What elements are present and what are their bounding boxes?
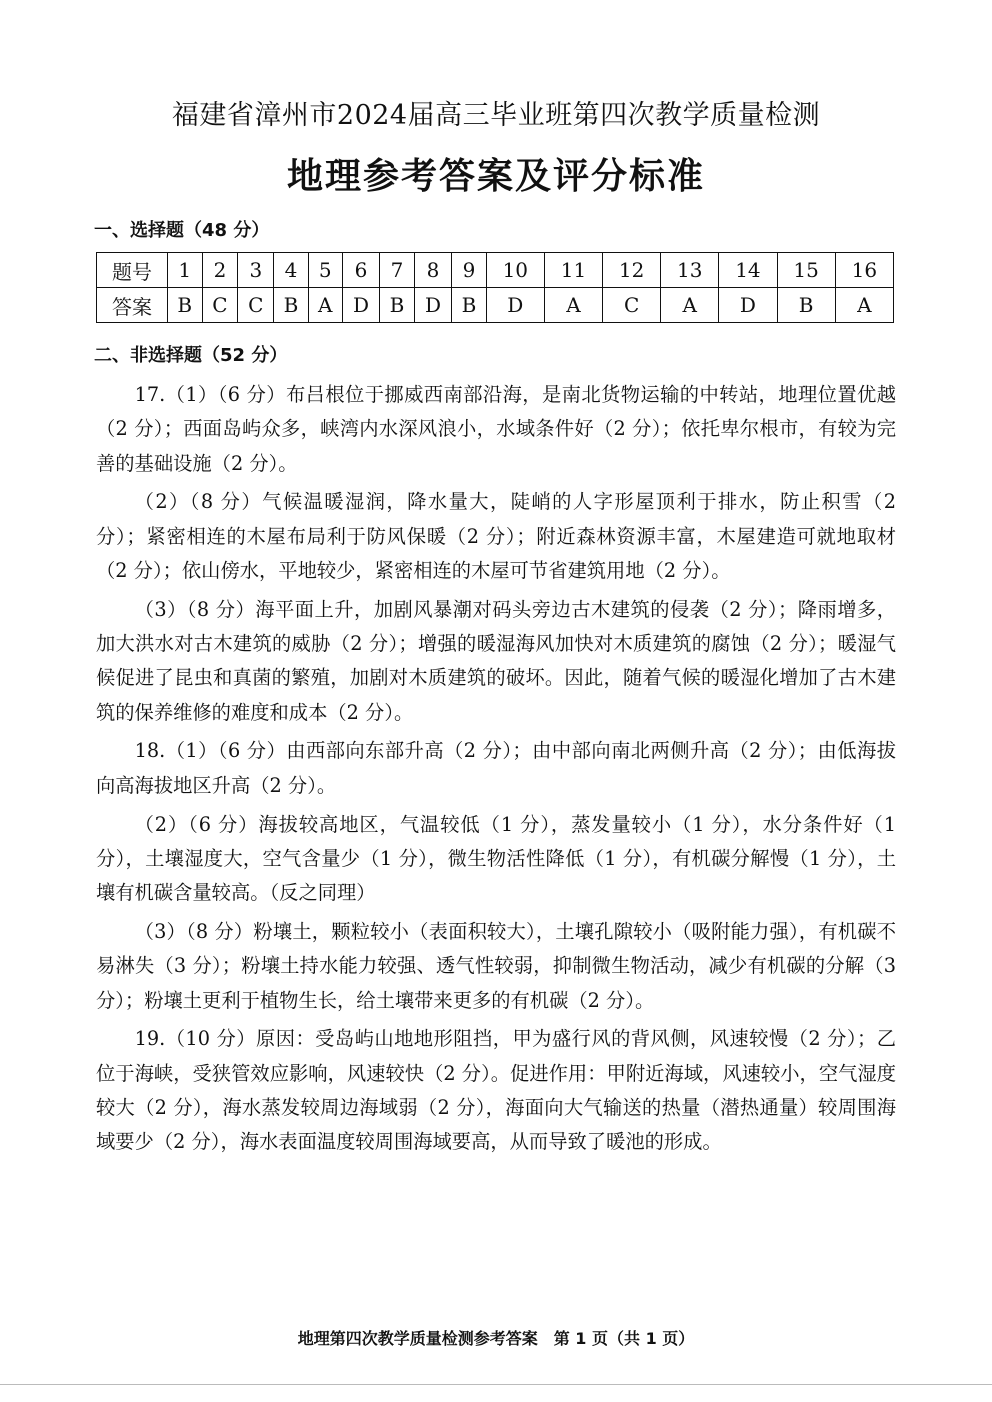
section-heading-non-multiple-choice: 二、非选择题（52 分） xyxy=(94,345,288,366)
bottom-divider xyxy=(0,1384,992,1385)
question-number-row xyxy=(97,253,894,288)
question-number-cell: 8 xyxy=(414,253,451,288)
answer-cell: B xyxy=(452,288,487,323)
page-footer: 地理第四次教学质量检测参考答案 第 1 页（共 1 页） xyxy=(297,1329,695,1348)
question-number-cell: 15 xyxy=(777,253,835,288)
answer-row xyxy=(97,288,894,323)
answer-paragraph: 18.（1）（6 分）由西部向东部升高（2 分）；由中部向南北两侧升高（2 分）；由低海拔向高海拔地区升高（2 分）。 xyxy=(96,739,896,797)
answer-cell: B xyxy=(168,288,203,323)
answer-cell: B xyxy=(274,288,309,323)
question-number-cell: 10 xyxy=(486,253,544,288)
question-number-cell: 2 xyxy=(202,253,238,288)
answer-cell: C xyxy=(603,288,661,323)
question-number-cell: 7 xyxy=(380,253,415,288)
row-label-answer: 答案 xyxy=(97,288,168,323)
answer-cell: B xyxy=(380,288,415,323)
answer-cell: D xyxy=(486,288,544,323)
document-title: 地理参考答案及评分标准 xyxy=(286,156,705,197)
answer-cell: A xyxy=(544,288,602,323)
answer-cell: D xyxy=(719,288,777,323)
answer-table xyxy=(96,252,894,323)
question-number-cell: 11 xyxy=(544,253,602,288)
answer-content xyxy=(96,378,896,1160)
answer-cell: C xyxy=(238,288,274,323)
question-number-cell: 6 xyxy=(342,253,379,288)
row-label-question-number: 题号 xyxy=(97,253,168,288)
section-heading-multiple-choice: 一、选择题（48 分） xyxy=(94,220,270,241)
answer-paragraph: 19.（10 分）原因：受岛屿山地地形阻挡，甲为盛行风的背风侧，风速较慢（2 分）；乙位于海峡，受狭管效应影响，风速较快（2 分）。促进作用：甲附近海域，风速较小，空气湿度较大（2 分），海水蒸发较周边海域弱（2 分），海面向大气输送的热量（潜热通量）较周围海域要少（2 分），海水表面温度较周围海域要高，从而导致了暖池的形成。 xyxy=(96,1027,896,1154)
answer-paragraph: 17.（1）（6 分）布吕根位于挪威西南部沿海，是南北货物运输的中转站，地理位置优越（2 分）；西面岛屿众多，峡湾内水深风浪小，水域条件好（2 分）；依托卑尔根市，有较为完善的基础设施（2 分）。 xyxy=(96,383,896,475)
question-number-cell: 4 xyxy=(274,253,309,288)
question-number-cell: 1 xyxy=(168,253,203,288)
exam-title: 福建省漳州市2024届高三毕业班第四次教学质量检测 xyxy=(171,100,821,131)
answer-cell: A xyxy=(835,288,893,323)
question-number-cell: 5 xyxy=(308,253,342,288)
answer-cell: D xyxy=(342,288,379,323)
answer-cell: D xyxy=(414,288,451,323)
answer-cell: A xyxy=(661,288,719,323)
answer-paragraph: （2）（8 分）气候温暖湿润，降水量大，陡峭的人字形屋顶利于排水，防止积雪（2 分）；紧密相连的木屋布局利于防风保暖（2 分）；附近森林资源丰富，木屋建造可就地取材（2 分）；依山傍水，平地较少，紧密相连的木屋可节省建筑用地（2 分）。 xyxy=(96,490,896,582)
answer-paragraph: （3）（8 分）粉壤土，颗粒较小（表面积较大），土壤孔隙较小（吸附能力强），有机碳不易淋失（3 分）；粉壤土持水能力较强、透气性较弱，抑制微生物活动，减少有机碳的分解（3 分）；粉壤土更利于植物生长，给土壤带来更多的有机碳（2 分）。 xyxy=(96,919,896,1012)
answer-cell: B xyxy=(777,288,835,323)
question-number-cell: 3 xyxy=(238,253,274,288)
question-number-cell: 12 xyxy=(603,253,661,288)
question-number-cell: 9 xyxy=(452,253,487,288)
question-number-cell: 16 xyxy=(835,253,893,288)
answer-paragraph: （2）（6 分）海拔较高地区，气温较低（1 分），蒸发量较小（1 分），水分条件好（1 分），土壤湿度大，空气含量少（1 分），微生物活性降低（1 分），有机碳分解慢（1 分），土壤有机碳含量较高。（反之同理） xyxy=(96,812,896,905)
answer-cell: C xyxy=(202,288,238,323)
question-number-cell: 14 xyxy=(719,253,777,288)
answer-cell: A xyxy=(308,288,342,323)
answer-paragraph: （3）（8 分）海平面上升，加剧风暴潮对码头旁边古木建筑的侵袭（2 分）；降雨增多，加大洪水对古木建筑的威胁（2 分）；增强的暖湿海风加快对木质建筑的腐蚀（2 分）；暖湿气候促进了昆虫和真菌的繁殖，加剧对木质建筑的破坏。因此，随着气候的暖湿化增加了古木建筑的保养维修的难度和成本（2 分）。 xyxy=(96,597,896,724)
question-number-cell: 13 xyxy=(661,253,719,288)
